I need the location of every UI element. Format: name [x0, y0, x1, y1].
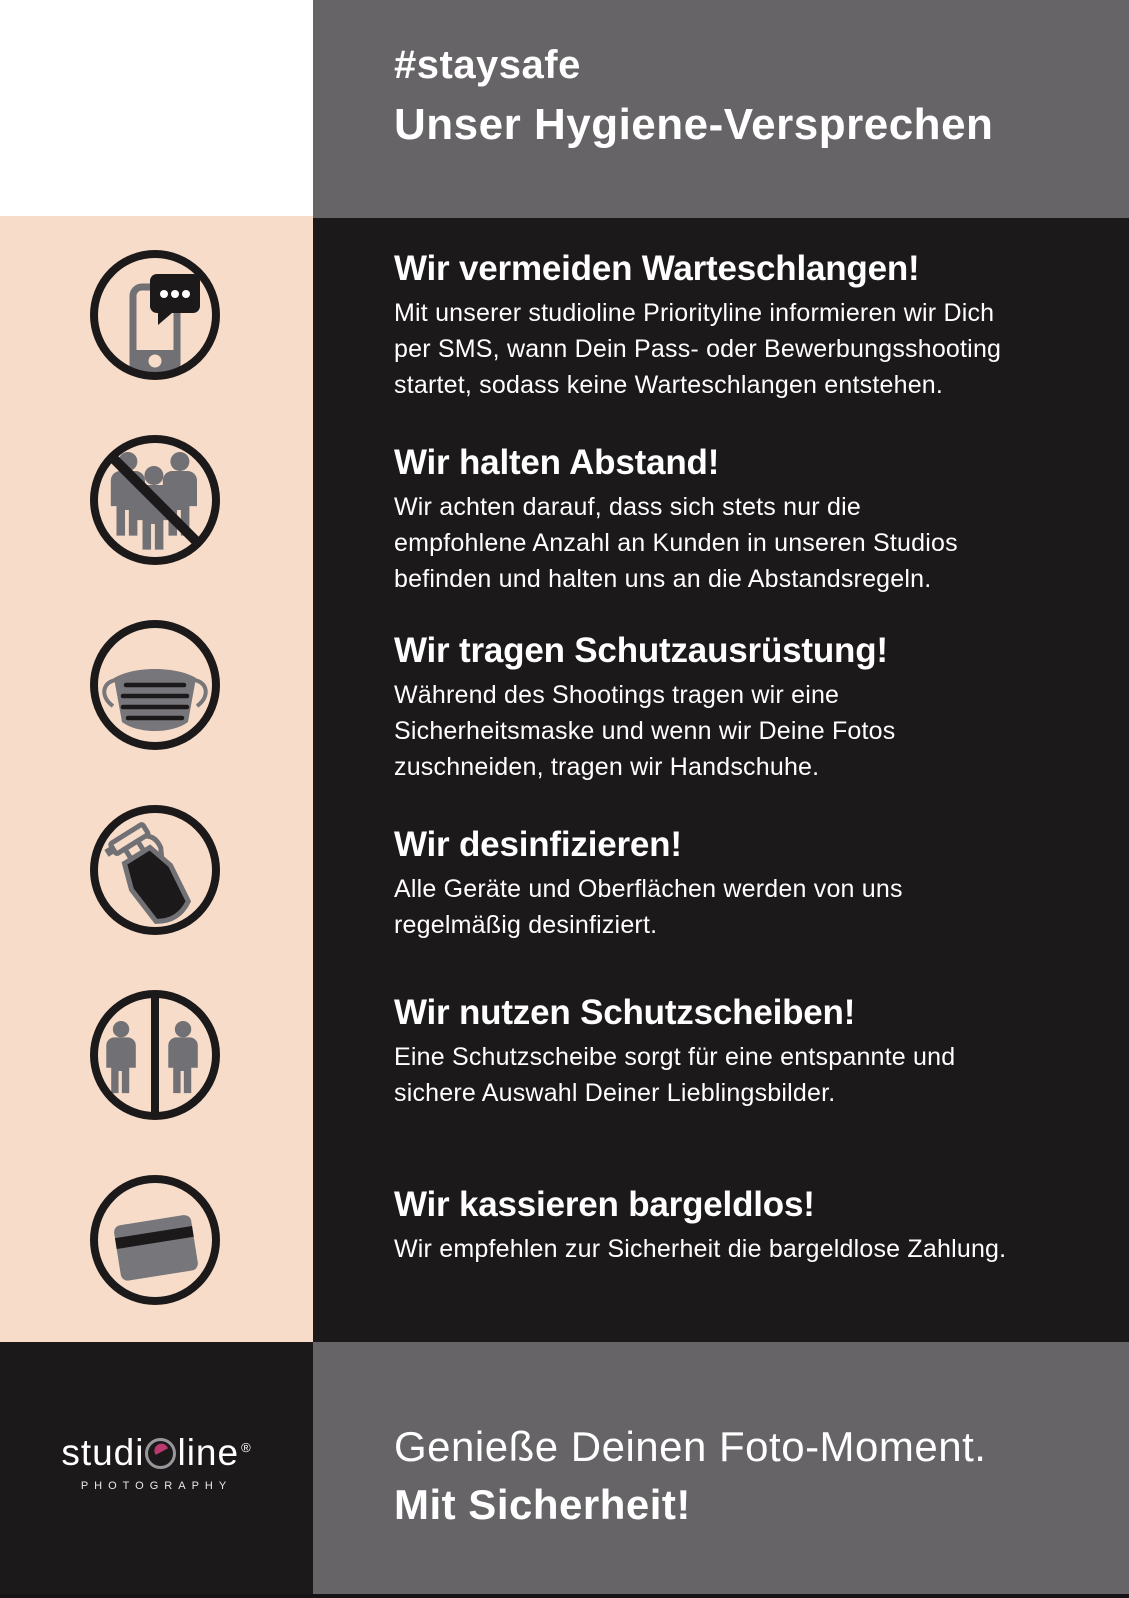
logo-part2: line [177, 1432, 240, 1473]
section-body: Alle Geräte und Oberflächen werden von uns regelmäßig desinfiziert. [394, 875, 903, 939]
disinfectant-spray-icon [89, 804, 221, 936]
hashtag-title: #staysafe [394, 43, 581, 87]
section-heading: Wir desinfizieren! [394, 825, 682, 864]
section-heading: Wir nutzen Schutzscheiben! [394, 993, 856, 1032]
section-schutzscheiben [394, 992, 1094, 1111]
section-schutzausruestung [394, 630, 1094, 785]
section-warteschlangen [394, 248, 1094, 403]
camera-lens-icon [145, 1438, 176, 1469]
footer-slogan: Mit Sicherheit! [394, 1481, 691, 1528]
section-heading: Wir kassieren bargeldlos! [394, 1185, 815, 1224]
face-mask-icon [89, 619, 221, 751]
section-desinfizieren [394, 824, 1094, 943]
studioline-logo [0, 1432, 313, 1492]
section-body: Wir achten darauf, dass sich stets nur die empfohlene Anzahl an Kunden in unseren Studios befinden und halten uns an die Abstandsregeln. [394, 493, 958, 593]
credit-card-icon [89, 1174, 221, 1306]
footer-message: Genieße Deinen Foto-Moment. [394, 1423, 987, 1470]
section-bargeldlos [394, 1184, 1094, 1267]
bottom-edge-strip [0, 1594, 1129, 1598]
section-heading: Wir tragen Schutzausrüstung! [394, 631, 888, 670]
section-body: Während des Shootings tragen wir eine Sicherheitsmaske und wenn wir Deine Fotos zuschneiden, tragen wir Handschuhe. [394, 681, 896, 781]
section-body: Eine Schutzscheibe sorgt für eine entspannte und sichere Auswahl Deiner Lieblingsbilder. [394, 1043, 956, 1107]
no-crowd-icon [89, 434, 221, 566]
no-queue-sms-phone-icon [89, 249, 221, 381]
page-title: Unser Hygiene-Versprechen [394, 100, 994, 149]
poster-footer [394, 1418, 986, 1534]
top-left-white-block [0, 0, 313, 216]
logo-wordmark [0, 1432, 313, 1474]
section-heading: Wir vermeiden Warteschlangen! [394, 249, 920, 288]
section-heading: Wir halten Abstand! [394, 443, 720, 482]
logo-subtitle: PHOTOGRAPHY [80, 1480, 233, 1492]
section-abstand [394, 442, 1094, 597]
poster-header [394, 36, 993, 156]
logo-part1: studi [61, 1432, 145, 1473]
section-body: Mit unserer studioline Priorityline informieren wir Dich per SMS, wann Dein Pass- oder Bewerbungsshooting startet, sodass keine Warteschlangen entstehen. [394, 299, 1002, 399]
section-body: Wir empfehlen zur Sicherheit die bargeldlose Zahlung. [394, 1235, 1007, 1263]
registered-mark: ® [241, 1439, 252, 1455]
protective-screen-icon [89, 989, 221, 1121]
